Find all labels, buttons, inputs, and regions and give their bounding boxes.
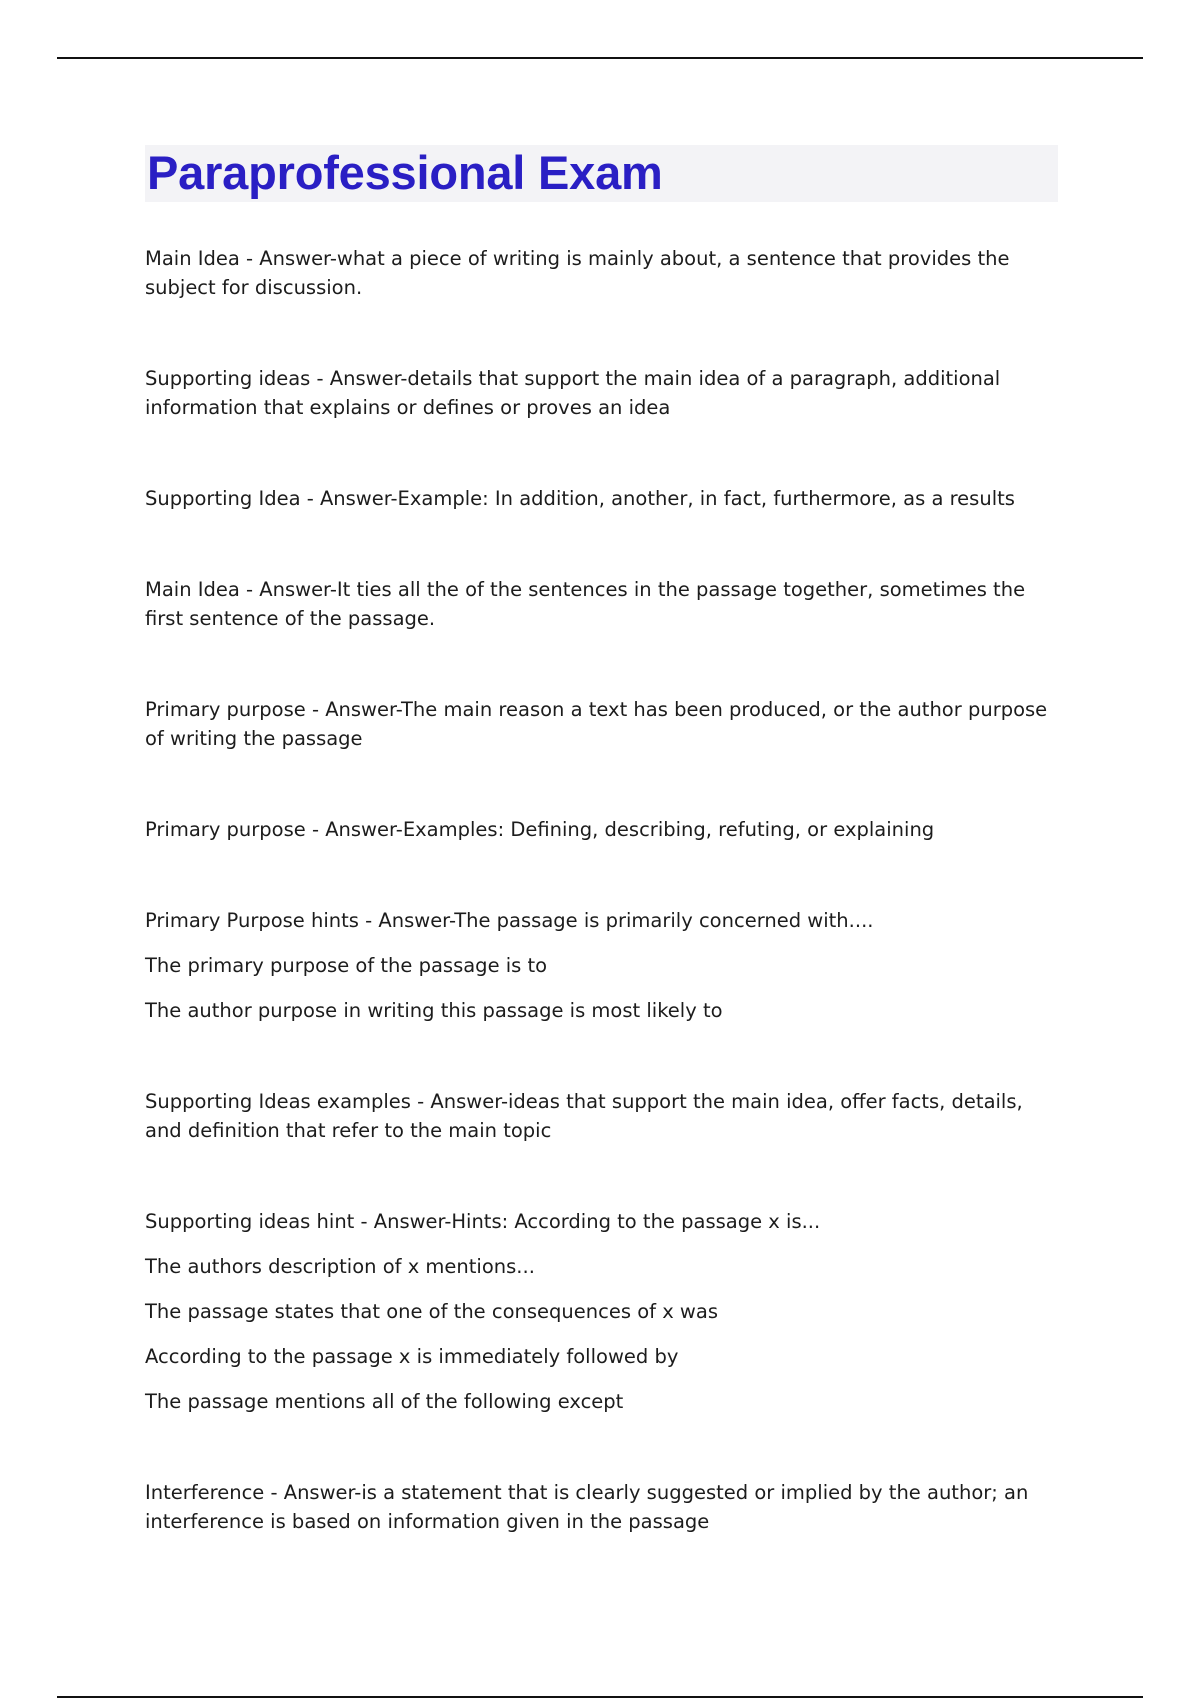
entry-text: Main Idea - Answer-It ties all the of the sentences in the passage together, sometimes the first sentence of the passage. [145,578,1026,630]
qa-entry [145,695,1060,753]
qa-entry [145,484,1060,513]
qa-entry [145,815,1060,844]
entry-text: Supporting ideas hint - Answer-Hints: According to the passage x is... [145,1210,821,1233]
qa-entry [145,575,1060,633]
entry-text: Primary Purpose hints - Answer-The passage is primarily concerned with.... [145,909,874,932]
entry-hint-line: The author purpose in writing this passage is most likely to [145,999,723,1022]
entry-hint-line: The passage states that one of the consequences of x was [145,1300,718,1323]
entry-text: Supporting ideas - Answer-details that support the main idea of a paragraph, additional information that explains or defines or proves an idea [145,367,1001,419]
qa-entry [145,1207,1060,1416]
qa-entry [145,244,1060,302]
qa-entry [145,906,1060,1025]
entry-hint-line: The primary purpose of the passage is to [145,954,548,977]
page-title: Paraprofessional Exam [147,146,663,199]
bottom-rule [57,1696,1143,1698]
entry-text: Primary purpose - Answer-The main reason a text has been produced, or the author purpose of writing the passage [145,698,1048,750]
entry-text: Primary purpose - Answer-Examples: Defining, describing, refuting, or explaining [145,818,935,841]
qa-entry [145,364,1060,422]
document-body [145,244,1060,1536]
qa-entry [145,1478,1060,1536]
entry-text: Supporting Ideas examples - Answer-ideas that support the main idea, offer facts, details, and definition that refer to the main topic [145,1090,1023,1142]
entry-hint-line: The passage mentions all of the following except [145,1390,624,1413]
entry-text: Supporting Idea - Answer-Example: In addition, another, in fact, furthermore, as a results [145,487,1015,510]
top-rule [57,57,1143,59]
qa-entry [145,1087,1060,1145]
entry-hint-line: According to the passage x is immediately followed by [145,1345,679,1368]
entry-hint-line: The authors description of x mentions... [145,1255,535,1278]
entry-text: Interference - Answer-is a statement that is clearly suggested or implied by the author; an interference is based on information given in the passage [145,1481,1029,1533]
entry-text: Main Idea - Answer-what a piece of writing is mainly about, a sentence that provides the subject for discussion. [145,247,1010,299]
